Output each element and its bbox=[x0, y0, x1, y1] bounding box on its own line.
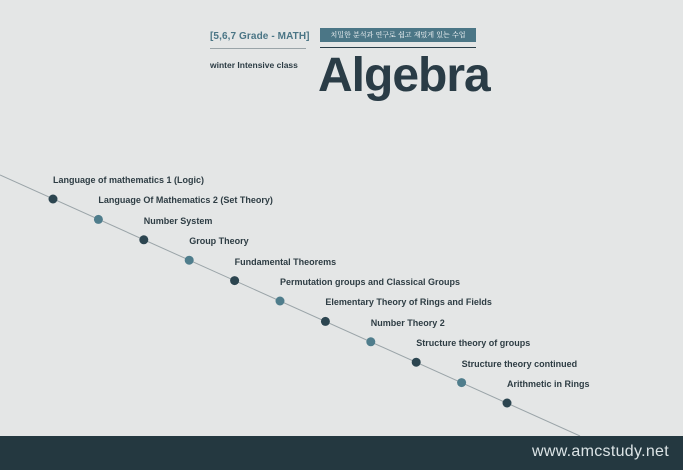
timeline-dot bbox=[49, 195, 58, 204]
timeline-item-label: Language Of Mathematics 2 (Set Theory) bbox=[98, 195, 273, 206]
timeline-dot bbox=[412, 358, 421, 367]
timeline-item-label: Group Theory bbox=[189, 236, 249, 247]
timeline-dot bbox=[503, 399, 512, 408]
timeline-item-label: Language of mathematics 1 (Logic) bbox=[53, 175, 205, 185]
timeline-item-label: Permutation groups and Classical Groups bbox=[280, 277, 461, 287]
timeline-line bbox=[0, 175, 580, 436]
timeline-dot bbox=[457, 378, 466, 387]
timeline-item-label: Structure theory of groups bbox=[416, 338, 531, 349]
timeline-item-label: Number System bbox=[143, 215, 213, 226]
timeline-item-label: Fundamental Theorems bbox=[234, 256, 337, 267]
timeline-dot bbox=[321, 317, 330, 326]
page-title: Algebra bbox=[318, 49, 490, 102]
timeline-item-label: Structure theory continued bbox=[461, 358, 578, 369]
timeline-item-label: Elementary Theory of Rings and Fields bbox=[325, 297, 492, 308]
timeline-item-label: Number Theory 2 bbox=[370, 317, 445, 328]
timeline-item-label: Arithmetic in Rings bbox=[507, 379, 590, 389]
footer-bar bbox=[0, 436, 683, 470]
grade-label: [5,6,7 Grade - MATH] bbox=[210, 31, 310, 42]
website-url[interactable]: www.amcstudy.net bbox=[532, 443, 669, 460]
timeline-dot bbox=[366, 337, 375, 346]
timeline-dot bbox=[276, 297, 285, 306]
tagline-banner: 치밀한 분석과 연구로 쉽고 재밌게 있는 수업 bbox=[320, 28, 476, 42]
class-subtitle: winter Intensive class bbox=[210, 60, 298, 70]
timeline-dot bbox=[94, 215, 103, 224]
timeline-dot bbox=[139, 235, 148, 244]
timeline-dot bbox=[185, 256, 194, 265]
timeline-dot bbox=[230, 276, 239, 285]
